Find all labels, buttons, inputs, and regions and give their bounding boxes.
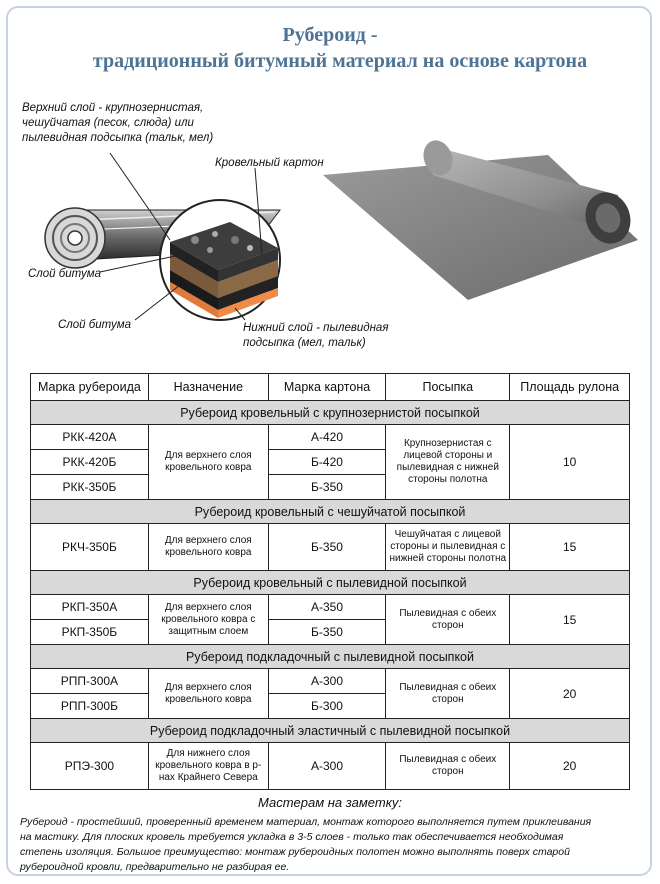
group-title: Рубероид кровельный с чешуйчатой посыпкой xyxy=(31,500,630,524)
brand-cell: РКП-350Б xyxy=(31,620,149,645)
bitumen-label-lower: Слой битума xyxy=(58,319,131,331)
bitumen-label-upper: Слой битума xyxy=(28,268,101,280)
notes-line: на мастику. Для плоских кровель требуется укладка в 3-5 слоев - только так обеспечивается необходимая xyxy=(20,831,564,843)
purpose-cell: Для верхнего слоя кровельного ковра с защитным слоем xyxy=(148,595,268,645)
table-row xyxy=(31,595,630,620)
top-layer-label-line: чешуйчатая (песок, слюда) или xyxy=(22,117,194,129)
table-row xyxy=(31,743,630,790)
column-header: Площадь рулона xyxy=(510,374,630,401)
brand-cell: РКП-350А xyxy=(31,595,149,620)
brand-cell: РКК-420А xyxy=(31,425,149,450)
bottom-layer-label-line: Нижний слой - пылевидная xyxy=(243,322,389,334)
brand-cell: РПП-300А xyxy=(31,669,149,694)
area-cell: 20 xyxy=(510,743,630,790)
sprinkle-cell: Чешуйчатая с лицевой стороны и пылевидная с нижней стороны полотна xyxy=(386,524,510,571)
top-layer-label xyxy=(22,101,213,146)
group-title: Рубероид подкладочный эластичный с пылевидной посыпкой xyxy=(31,719,630,743)
brand-cell: РКК-420Б xyxy=(31,450,149,475)
roofing-roll-layers-diagram xyxy=(20,150,320,350)
group-title: Рубероид подкладочный с пылевидной посыпкой xyxy=(31,645,630,669)
sprinkle-cell: Пылевидная с обеих сторон xyxy=(386,595,510,645)
group-header-row xyxy=(31,401,630,425)
notes-line: рубероидной кровли, предварительно не разбирая ее. xyxy=(20,861,290,873)
area-cell: 10 xyxy=(510,425,630,500)
cardboard-cell: А-300 xyxy=(268,669,385,694)
cardboard-cell: Б-350 xyxy=(268,524,385,571)
brand-cell: РКЧ-350Б xyxy=(31,524,149,571)
table-row xyxy=(31,425,630,450)
page-title-line-1: Рубероид - xyxy=(282,24,378,46)
group-header-row xyxy=(31,500,630,524)
notes-text xyxy=(20,815,640,875)
notes-title: Мастерам на заметку: xyxy=(258,795,402,810)
roofing-roll-photo xyxy=(318,100,650,320)
top-layer-label-line: Верхний слой - крупнозернистая, xyxy=(22,102,204,114)
table-row xyxy=(31,524,630,571)
cardboard-cell: Б-300 xyxy=(268,694,385,719)
cardboard-cell: Б-350 xyxy=(268,620,385,645)
cardboard-label: Кровельный картон xyxy=(215,157,324,169)
brand-cell: РКК-350Б xyxy=(31,475,149,500)
roofing-felt-table xyxy=(30,373,630,790)
group-header-row xyxy=(31,571,630,595)
brand-cell: РПЭ-300 xyxy=(31,743,149,790)
sprinkle-cell: Пылевидная с обеих сторон xyxy=(386,669,510,719)
cardboard-cell: А-420 xyxy=(268,425,385,450)
table-row xyxy=(31,669,630,694)
group-header-row xyxy=(31,645,630,669)
cardboard-cell: А-350 xyxy=(268,595,385,620)
purpose-cell: Для верхнего слоя кровельного ковра xyxy=(148,524,268,571)
brand-cell: РПП-300Б xyxy=(31,694,149,719)
area-cell: 15 xyxy=(510,524,630,571)
group-title: Рубероид кровельный с пылевидной посыпкой xyxy=(31,571,630,595)
sprinkle-cell: Крупнозернистая с лицевой стороны и пылевидная с нижней стороны полотна xyxy=(386,425,510,500)
column-header: Посыпка xyxy=(386,374,510,401)
column-header: Марка рубероида xyxy=(31,374,149,401)
group-header-row xyxy=(31,719,630,743)
purpose-cell: Для верхнего слоя кровельного ковра xyxy=(148,669,268,719)
column-header: Марка картона xyxy=(268,374,385,401)
purpose-cell: Для верхнего слоя кровельного ковра xyxy=(148,425,268,500)
cardboard-cell: А-300 xyxy=(268,743,385,790)
column-header: Назначение xyxy=(148,374,268,401)
notes-line: Рубероид - простейший, проверенный временем материал, монтаж которого выполняется путем приклеивания xyxy=(20,816,592,828)
bottom-layer-label-line: подсыпка (мел, тальк) xyxy=(243,337,366,349)
purpose-cell: Для нижнего слоя кровельного ковра в р-нах Крайнего Севера xyxy=(148,743,268,790)
area-cell: 15 xyxy=(510,595,630,645)
table-header-row xyxy=(31,374,630,401)
area-cell: 20 xyxy=(510,669,630,719)
cardboard-cell: Б-350 xyxy=(268,475,385,500)
top-layer-label-line: пылевидная подсыпка (тальк, мел) xyxy=(22,132,214,144)
notes-line: степень изоляция. Большое преимущество: монтаж рубероидных полотен можно выполнять поверх старой xyxy=(20,846,570,858)
sprinkle-cell: Пылевидная с обеих сторон xyxy=(386,743,510,790)
page-title-line-2: традиционный битумный материал на основе картона xyxy=(92,50,588,72)
group-title: Рубероид кровельный с крупнозернистой посыпкой xyxy=(31,401,630,425)
cardboard-cell: Б-420 xyxy=(268,450,385,475)
